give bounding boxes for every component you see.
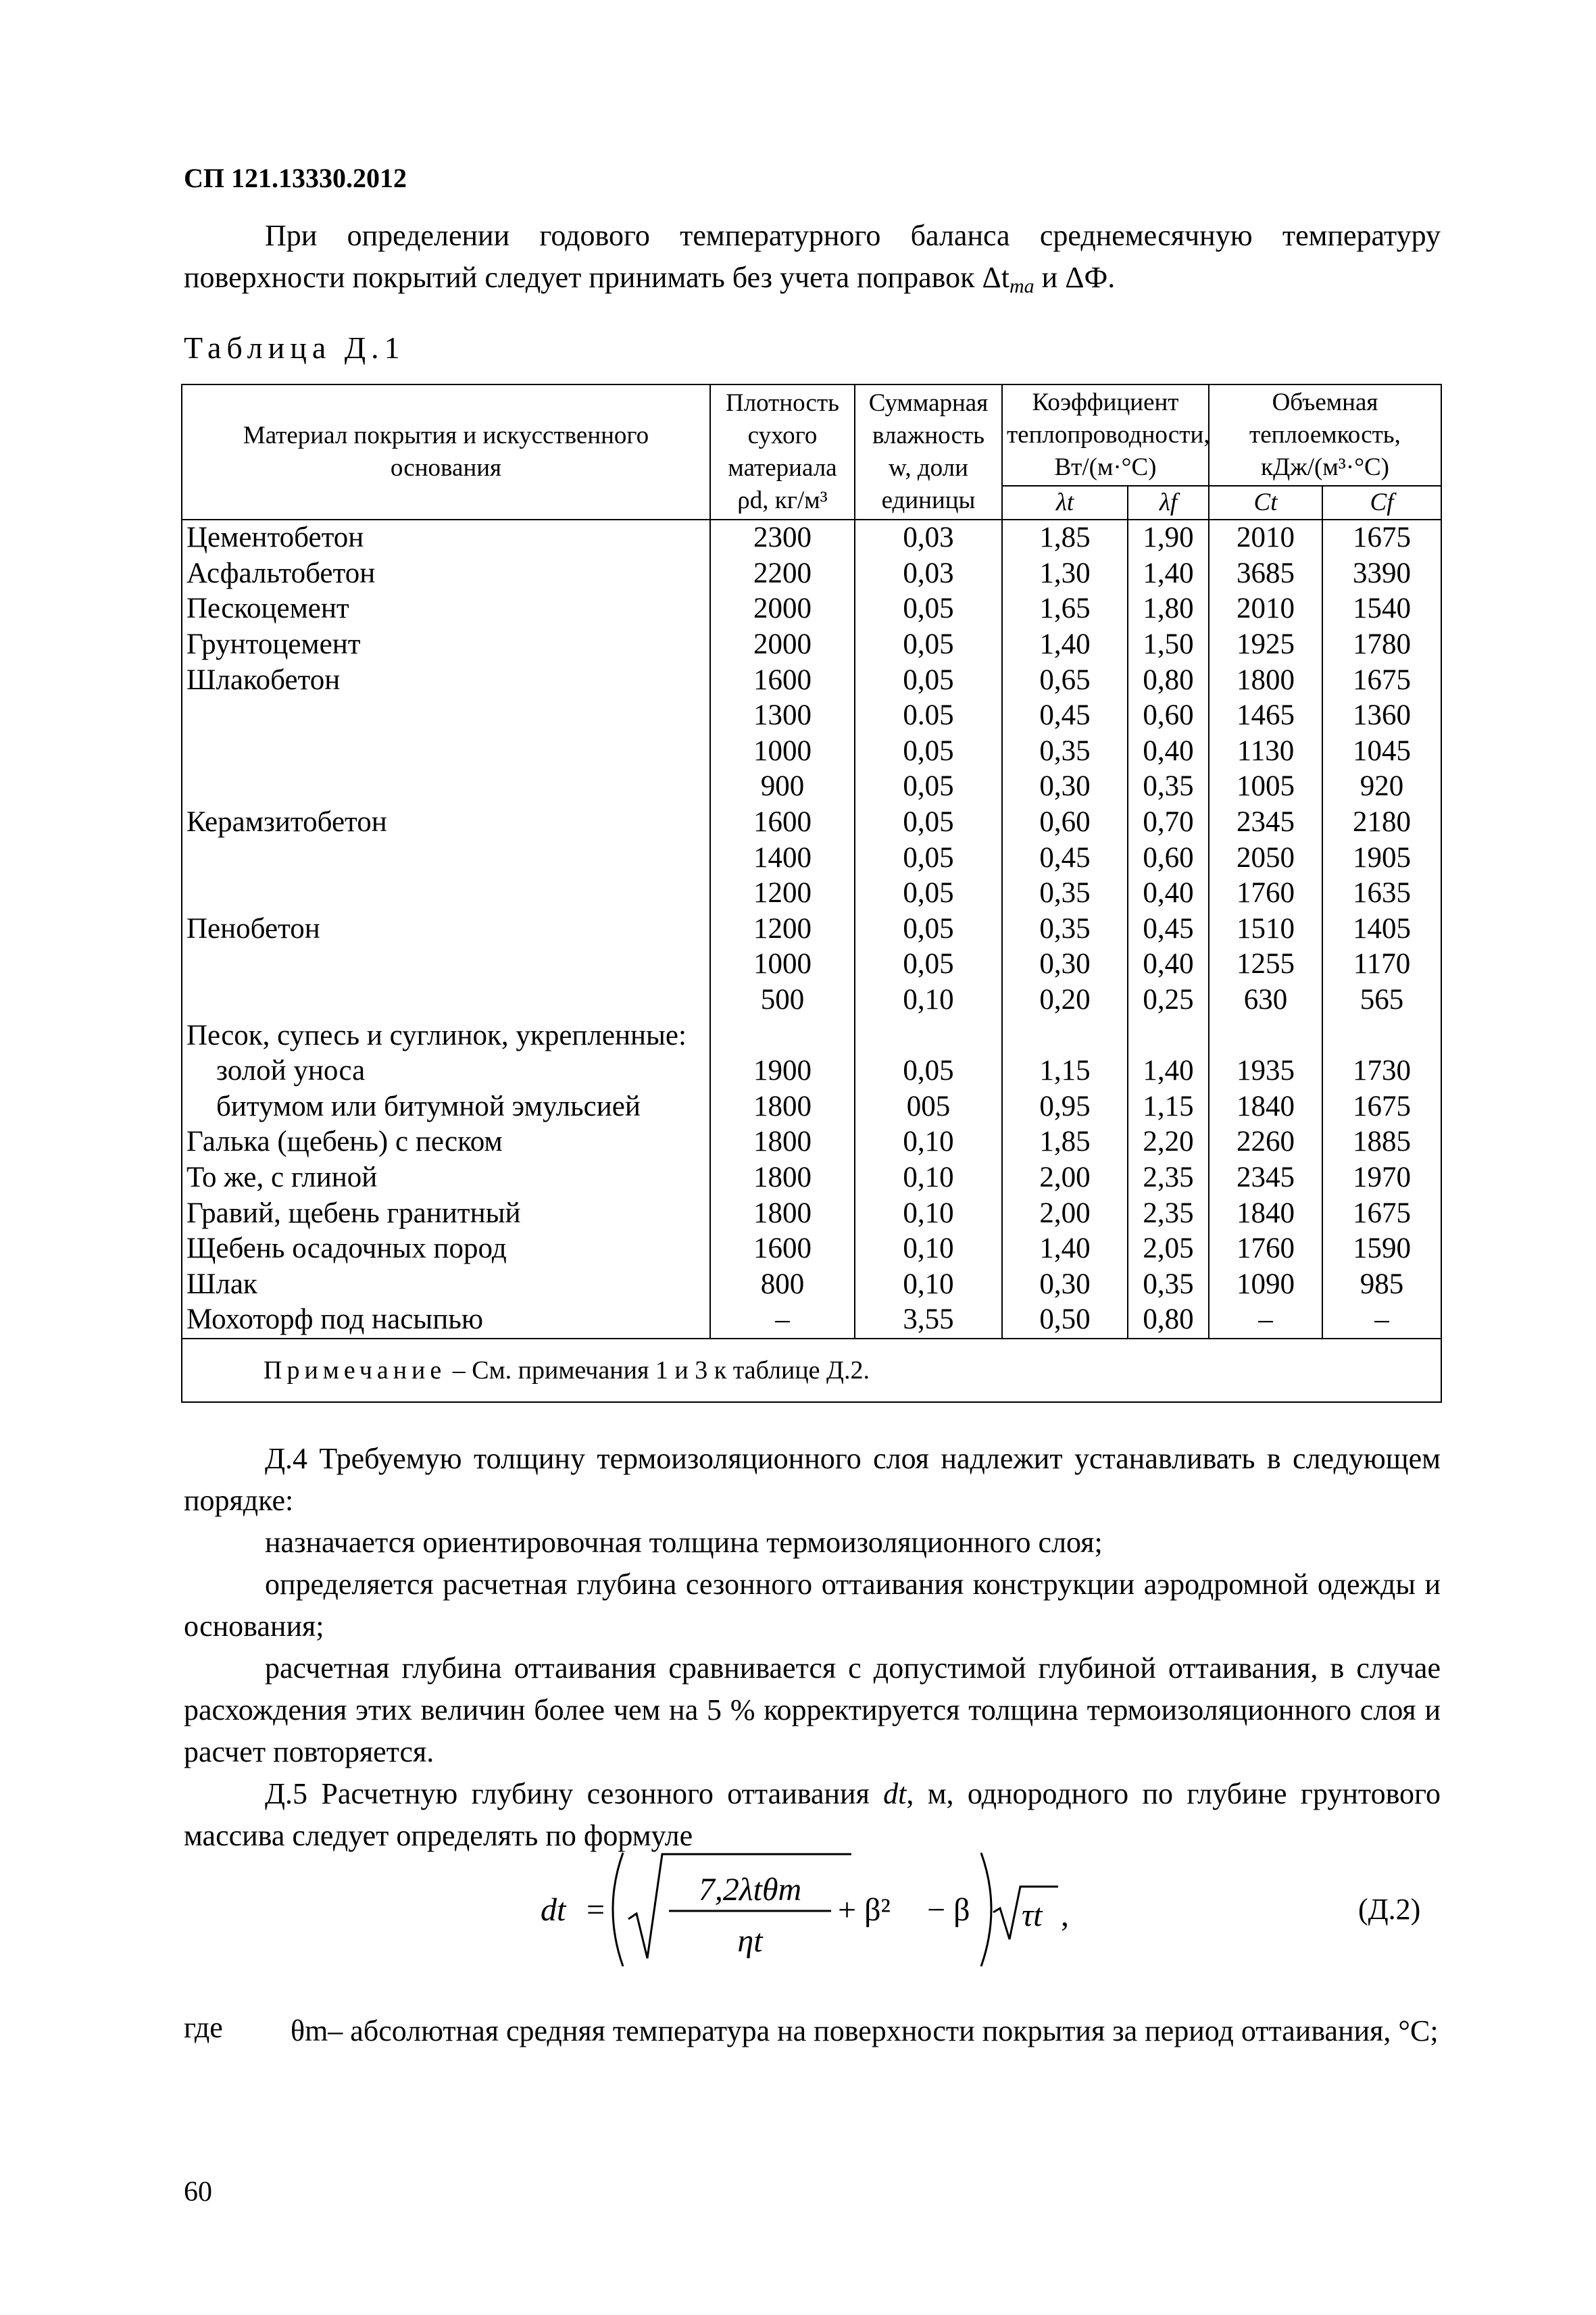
cell-lambda-t: 2,00 [1002, 1195, 1128, 1231]
cell-density: 1200 [710, 912, 855, 947]
cell-material [182, 982, 710, 1018]
table-row [182, 1302, 1441, 1339]
cell-material: Песок, супесь и суглинок, укрепленные: [182, 1018, 710, 1053]
cell-lambda-t: 0,30 [1002, 1266, 1128, 1302]
cell-lambda-t: 1,40 [1002, 627, 1128, 663]
cell-density: 1800 [710, 1124, 855, 1160]
cell-density: 1800 [710, 1089, 855, 1125]
cell-humidity: 0,05 [855, 912, 1002, 947]
cell-lambda-t: 0,60 [1002, 805, 1128, 841]
table-row [182, 876, 1441, 912]
cell-lambda-f: 0,40 [1128, 876, 1209, 912]
table-row [182, 591, 1441, 627]
cell-c-f: 1730 [1322, 1053, 1441, 1089]
cell-lambda-t: 0,35 [1002, 876, 1128, 912]
formula-lhs: dt [541, 1892, 566, 1928]
table-row [182, 912, 1441, 947]
header-heat-capacity: Объемная теплоемкость, кДж/(м³·°С) [1209, 384, 1441, 486]
cell-density: 1000 [710, 734, 855, 770]
cell-lambda-f: 0,80 [1128, 662, 1209, 698]
formula-comma: , [1061, 1897, 1069, 1933]
formula-minus-beta: − β [927, 1892, 970, 1928]
cell-c-f: 1590 [1322, 1231, 1441, 1267]
table-caption: Таблица Д.1 [184, 330, 405, 365]
cell-c-t: 1510 [1209, 912, 1322, 947]
cell-material: золой уноса [182, 1053, 710, 1089]
header-density [710, 384, 855, 520]
cell-humidity: 0,05 [855, 627, 1002, 663]
formula-tau: τt [1022, 1897, 1043, 1933]
formula-plus-beta: + β² [838, 1892, 891, 1928]
cell-lambda-f: 0,70 [1128, 805, 1209, 841]
where-label: где [184, 2011, 223, 2044]
cell-material: Шлакобетон [182, 662, 710, 698]
cell-humidity: 0,03 [855, 520, 1002, 556]
cell-material: Шлак [182, 1266, 710, 1302]
table-row [182, 1231, 1441, 1267]
cell-lambda-t: 1,40 [1002, 1231, 1128, 1267]
cell-lambda-t: 0,35 [1002, 734, 1128, 770]
cell-density: 1300 [710, 698, 855, 734]
cell-c-t: 2345 [1209, 805, 1322, 841]
cell-density: 1400 [710, 840, 855, 876]
cell-lambda-f [1128, 1018, 1209, 1053]
cell-c-f: 565 [1322, 982, 1441, 1018]
cell-lambda-f: 0,80 [1128, 1302, 1209, 1339]
cell-lambda-f: 0,45 [1128, 912, 1209, 947]
header-humidity: Суммарная влажность w, доли единицы [855, 384, 1002, 520]
header-c-t: Ct [1209, 486, 1322, 520]
cell-density: – [710, 1302, 855, 1339]
cell-c-f: 2180 [1322, 805, 1441, 841]
cell-c-t: 1935 [1209, 1053, 1322, 1089]
cell-c-f: 1045 [1322, 734, 1441, 770]
paragraph-d4-step-3: расчетная глубина оттаивания сравнивается с допустимой глубиной оттаивания, в случае расхождения этих величин более чем на 5 % корректируется толщина термоизоляционного слоя и расчет повторяется. [184, 1651, 1441, 1768]
cell-lambda-f: 2,35 [1128, 1195, 1209, 1231]
cell-humidity: 0,05 [855, 1053, 1002, 1089]
cell-c-t: 1840 [1209, 1195, 1322, 1231]
formula-number: (Д.2) [1358, 1893, 1421, 1926]
d5-text-a: Д.5 Расчетную глубину сезонного оттаивания [265, 1777, 884, 1810]
table-row [182, 840, 1441, 876]
cell-c-t: 1800 [1209, 662, 1322, 698]
cell-c-t: 1840 [1209, 1089, 1322, 1125]
cell-humidity: 0,10 [855, 1124, 1002, 1160]
cell-lambda-f: 0,35 [1128, 769, 1209, 805]
document-header: СП 121.13330.2012 [184, 163, 407, 193]
formula-denominator: ηt [737, 1923, 763, 1959]
intro-subscript: ma [1009, 275, 1034, 297]
cell-lambda-f: 1,40 [1128, 1053, 1209, 1089]
cell-c-f: 1405 [1322, 912, 1441, 947]
cell-lambda-f: 0,60 [1128, 840, 1209, 876]
cell-material: битумом или битумной эмульсией [182, 1089, 710, 1125]
cell-c-t: 1465 [1209, 698, 1322, 734]
where-definition: θm– абсолютная средняя температура на поверхности покрытия за период оттаивания, °С; [291, 2014, 1439, 2047]
cell-density: 1600 [710, 662, 855, 698]
cell-lambda-f: 1,90 [1128, 520, 1209, 556]
cell-lambda-f: 0,25 [1128, 982, 1209, 1018]
cell-density: 1900 [710, 1053, 855, 1089]
cell-c-t: 630 [1209, 982, 1322, 1018]
cell-c-t: 3685 [1209, 556, 1322, 592]
cell-c-f: 1675 [1322, 1089, 1441, 1125]
cell-humidity [855, 1018, 1002, 1053]
cell-c-t: 2010 [1209, 591, 1322, 627]
cell-material: Керамзитобетон [182, 805, 710, 841]
cell-material [182, 876, 710, 912]
cell-c-t: 1255 [1209, 947, 1322, 982]
cell-density: 2200 [710, 556, 855, 592]
cell-density: 1600 [710, 1231, 855, 1267]
header-lambda-t: λt [1002, 486, 1128, 520]
cell-humidity: 0,10 [855, 1231, 1002, 1267]
paragraph-d4-step-2: определяется расчетная глубина сезонного оттаивания конструкции аэродромной одежды и основания; [184, 1568, 1441, 1643]
table-row [182, 734, 1441, 770]
cell-material: Пенобетон [182, 912, 710, 947]
cell-humidity: 005 [855, 1089, 1002, 1125]
cell-lambda-t: 0,30 [1002, 769, 1128, 805]
cell-c-f: 3390 [1322, 556, 1441, 592]
table-row [182, 1266, 1441, 1302]
cell-c-f: 1170 [1322, 947, 1441, 982]
cell-material [182, 698, 710, 734]
materials-table [181, 384, 1442, 1403]
cell-c-t [1209, 1018, 1322, 1053]
table-row [182, 520, 1441, 556]
paragraph-d4: Д.4 Требуемую толщину термоизоляционного слоя надлежит устанавливать в следующем порядке: [184, 1442, 1441, 1517]
cell-density: 2000 [710, 627, 855, 663]
cell-humidity: 0,10 [855, 982, 1002, 1018]
table-row [182, 627, 1441, 663]
cell-humidity: 0,05 [855, 876, 1002, 912]
cell-humidity: 0,05 [855, 769, 1002, 805]
cell-density: 1800 [710, 1160, 855, 1196]
cell-material: Пескоцемент [182, 591, 710, 627]
table-row [182, 1195, 1441, 1231]
cell-c-f: 985 [1322, 1266, 1441, 1302]
cell-humidity: 0,05 [855, 734, 1002, 770]
cell-lambda-t: 0,45 [1002, 698, 1128, 734]
cell-lambda-f: 1,40 [1128, 556, 1209, 592]
cell-lambda-t: 1,30 [1002, 556, 1128, 592]
cell-material: То же, с глиной [182, 1160, 710, 1196]
cell-lambda-t: 2,00 [1002, 1160, 1128, 1196]
table-row [182, 947, 1441, 982]
cell-lambda-f: 2,05 [1128, 1231, 1209, 1267]
intro-text: При определении годового температурного баланса среднемесячную температуру поверхности покрытий следует принимать без учета поправок Δt [184, 219, 1441, 294]
cell-lambda-f: 0,35 [1128, 1266, 1209, 1302]
header-density-label: Плотность сухого материала [725, 389, 840, 482]
formula-left-paren [613, 1853, 623, 1966]
cell-c-t: 2345 [1209, 1160, 1322, 1196]
cell-humidity: 0,10 [855, 1160, 1002, 1196]
cell-material [182, 734, 710, 770]
cell-density: 1600 [710, 805, 855, 841]
header-c-f: Cf [1322, 486, 1441, 520]
cell-c-t: 1760 [1209, 876, 1322, 912]
cell-lambda-t: 1,85 [1002, 1124, 1128, 1160]
cell-material: Щебень осадочных пород [182, 1231, 710, 1267]
cell-c-f: 1540 [1322, 591, 1441, 627]
table-row [182, 698, 1441, 734]
cell-c-t: 2010 [1209, 520, 1322, 556]
table-row [182, 1018, 1441, 1053]
cell-lambda-f: 1,80 [1128, 591, 1209, 627]
cell-material [182, 840, 710, 876]
cell-c-f: – [1322, 1302, 1441, 1339]
table-body [182, 520, 1441, 1339]
cell-material: Цементобетон [182, 520, 710, 556]
header-material: Материал покрытия и искусственного основания [182, 384, 710, 520]
cell-humidity: 0,05 [855, 840, 1002, 876]
cell-humidity: 0,03 [855, 556, 1002, 592]
cell-density: 2300 [710, 520, 855, 556]
cell-lambda-t: 0,50 [1002, 1302, 1128, 1339]
cell-humidity: 0.05 [855, 698, 1002, 734]
cell-c-t: 1090 [1209, 1266, 1322, 1302]
cell-humidity: 0,05 [855, 591, 1002, 627]
table-row [182, 769, 1441, 805]
cell-density: 1000 [710, 947, 855, 982]
cell-lambda-t [1002, 1018, 1128, 1053]
cell-lambda-t: 0,95 [1002, 1089, 1128, 1125]
cell-c-t: 1925 [1209, 627, 1322, 663]
cell-c-f: 1675 [1322, 520, 1441, 556]
cell-material: Галька (щебень) с песком [182, 1124, 710, 1160]
cell-material: Грунтоцемент [182, 627, 710, 663]
cell-density: 800 [710, 1266, 855, 1302]
cell-lambda-f: 0,60 [1128, 698, 1209, 734]
cell-lambda-f: 2,35 [1128, 1160, 1209, 1196]
cell-humidity: 0,05 [855, 662, 1002, 698]
cell-lambda-t: 1,85 [1002, 520, 1128, 556]
cell-lambda-t: 0,30 [1002, 947, 1128, 982]
cell-material: Мохоторф под насыпью [182, 1302, 710, 1339]
cell-c-t: 1005 [1209, 769, 1322, 805]
cell-density: 500 [710, 982, 855, 1018]
cell-lambda-f: 2,20 [1128, 1124, 1209, 1160]
cell-c-t: 2050 [1209, 840, 1322, 876]
cell-lambda-t: 0,65 [1002, 662, 1128, 698]
formula-d2 [0, 1845, 1596, 1973]
cell-c-f: 1675 [1322, 662, 1441, 698]
cell-c-t: 2260 [1209, 1124, 1322, 1160]
cell-c-f: 1885 [1322, 1124, 1441, 1160]
cell-material: Асфальтобетон [182, 556, 710, 592]
cell-density [710, 1018, 855, 1053]
cell-c-f: 1635 [1322, 876, 1441, 912]
cell-humidity: 0,10 [855, 1195, 1002, 1231]
table-row [182, 982, 1441, 1018]
cell-density: 1200 [710, 876, 855, 912]
intro-tail: и ΔФ. [1034, 261, 1116, 294]
header-conductivity: Коэффициент теплопроводности, Вт/(м·°С) [1002, 384, 1209, 486]
cell-lambda-f: 1,15 [1128, 1089, 1209, 1125]
cell-lambda-t: 0,35 [1002, 912, 1128, 947]
cell-c-t: 1760 [1209, 1231, 1322, 1267]
cell-density: 1800 [710, 1195, 855, 1231]
cell-lambda-t: 0,45 [1002, 840, 1128, 876]
cell-c-f [1322, 1018, 1441, 1053]
cell-c-f: 1905 [1322, 840, 1441, 876]
cell-density: 900 [710, 769, 855, 805]
cell-lambda-f: 0,40 [1128, 947, 1209, 982]
formula-equals: = [587, 1892, 605, 1928]
d5-text-b: , м, однородного по глубине грунтового массива следует определять по формуле [184, 1777, 1441, 1852]
note-label: Примечание [264, 1355, 447, 1385]
table-row [182, 805, 1441, 841]
d5-variable: dt [883, 1777, 907, 1810]
cell-humidity: 0,05 [855, 805, 1002, 841]
paragraph-d4-step-1: назначается ориентировочная толщина термоизоляционного слоя; [265, 1526, 1103, 1559]
intro-paragraph [184, 215, 1441, 307]
note-text: – См. примечания 1 и 3 к таблице Д.2. [446, 1355, 870, 1385]
table-row [182, 1053, 1441, 1089]
cell-material: Гравий, щебень гранитный [182, 1195, 710, 1231]
table-row [182, 556, 1441, 592]
header-density-unit: ρd, кг/м³ [737, 487, 828, 514]
header-lambda-f: λf [1128, 486, 1209, 520]
cell-lambda-t: 0,20 [1002, 982, 1128, 1018]
cell-c-f: 1675 [1322, 1195, 1441, 1231]
table-row [182, 1124, 1441, 1160]
cell-material [182, 769, 710, 805]
table-note [182, 1339, 1441, 1402]
cell-density: 2000 [710, 591, 855, 627]
cell-c-f: 1360 [1322, 698, 1441, 734]
cell-c-f: 1970 [1322, 1160, 1441, 1196]
cell-c-f: 1780 [1322, 627, 1441, 663]
cell-material [182, 947, 710, 982]
table-row [182, 662, 1441, 698]
cell-lambda-f: 0,40 [1128, 734, 1209, 770]
formula-numerator: 7,2λtθm [698, 1872, 802, 1908]
cell-c-t: 1130 [1209, 734, 1322, 770]
cell-lambda-f: 1,50 [1128, 627, 1209, 663]
formula-right-paren [981, 1853, 991, 1966]
table-row [182, 1089, 1441, 1125]
cell-humidity: 0,05 [855, 947, 1002, 982]
cell-c-t: – [1209, 1302, 1322, 1339]
cell-humidity: 0,10 [855, 1266, 1002, 1302]
table-row [182, 1160, 1441, 1196]
cell-c-f: 920 [1322, 769, 1441, 805]
page-number: 60 [184, 2176, 212, 2208]
cell-humidity: 3,55 [855, 1302, 1002, 1339]
cell-lambda-t: 1,15 [1002, 1053, 1128, 1089]
cell-lambda-t: 1,65 [1002, 591, 1128, 627]
